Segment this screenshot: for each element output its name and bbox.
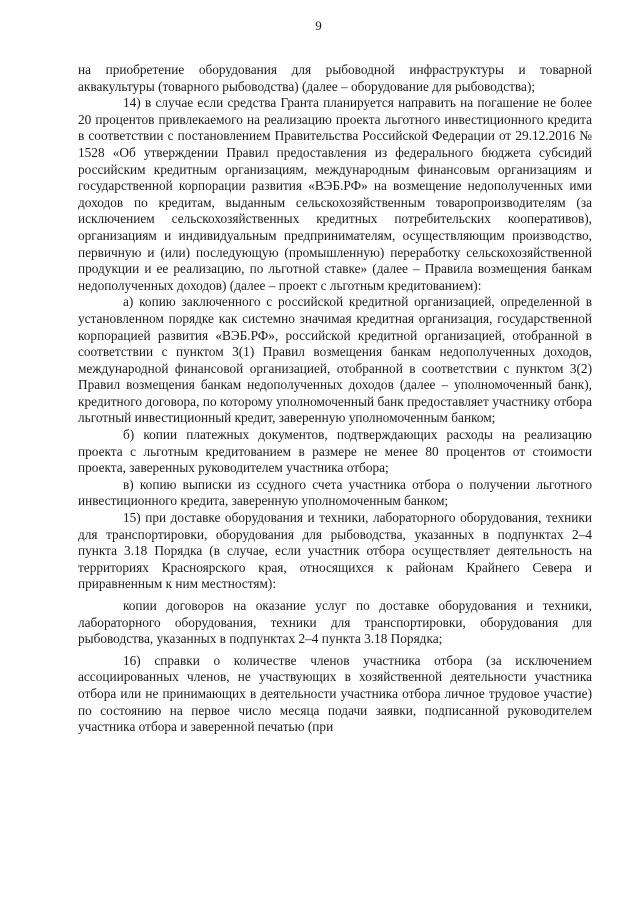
paragraph-subitem-a: а) копию заключенного с российской кредитной организацией, определенной в установленном порядке как системно значимая кредитная организация, государственной корпорацией развития «ВЭБ.РФ», российской кредитной организацией, отобранной в соответствии с пунктом 3(1) Правил возмещения банкам недополученных доходов, международной финансовой организацией, отобранной в соответствии с пунктом 3(2) Правил возмещения банкам недополученных доходов (далее – уполномоченный банк), кредитного договора, по которому уполномоченный банк предоставляет участнику отбора льготный инвестиционный кредит, заверенную уполномоченным банком; <box>78 294 592 426</box>
paragraph-item-15: 15) при доставке оборудования и техники, лабораторного оборудования, техники для транспортировки, оборудования для рыбоводства, указанных в подпунктах 2–4 пункта 3.18 Порядка (в случае, если участник отбора осуществляет деятельность на территориях Красноярского края, относящихся к районам Крайнего Севера и приравненным к ним местностям): <box>78 510 592 592</box>
page-number: 9 <box>315 18 322 33</box>
paragraph-subitem-v: в) копию выписки из ссудного счета участника отбора о получении льготного инвестиционного кредита, заверенную уполномоченным банком; <box>78 476 592 509</box>
document-body <box>78 62 592 736</box>
paragraph-subitem-b: б) копии платежных документов, подтверждающих расходы на реализацию проекта с льготным кредитованием в размере не менее 80 процентов от стоимости проекта, заверенных руководителем участника отбора; <box>78 427 592 476</box>
paragraph-delivery-contracts: копии договоров на оказание услуг по доставке оборудования и техники, лабораторного оборудования, техники для транспортировки, оборудования для рыбоводства, указанных в подпунктах 2–4 пункта 3.18 Порядка; <box>78 598 592 647</box>
paragraph-continuation: на приобретение оборудования для рыбоводной инфраструктуры и товарной аквакультуры (товарного рыбоводства) (далее – оборудование для рыбоводства); <box>78 62 592 94</box>
paragraph-item-16: 16) справки о количестве членов участника отбора (за исключением ассоциированных членов, не участвующих в хозяйственной деятельности участника отбора или не принимающих в деятельности участника отбора личное трудовое участие) по состоянию на первое число месяца подачи заявки, подписанной руководителем участника отбора и заверенной печатью (при <box>78 652 592 735</box>
paragraph-item-14: 14) в случае если средства Гранта планируется направить на погашение не более 20 процентов привлекаемого на реализацию проекта льготного инвестиционного кредита в соответствии с постановлением Правительства Российской Федерации от 29.12.2016 № 1528 «Об утверждении Правил предоставления из федерального бюджета субсидий российским кредитным организациям, международным финансовым организациям и государственной корпорации развития «ВЭБ.РФ» на возмещение недополученных ими доходов по кредитам, выданным сельскохозяйственным товаропроизводителям (за исключением сельскохозяйственных кредитных потребительских кооперативов), организациям и индивидуальным предпринимателям, осуществляющим производство, первичную и (или) последующую (промышленную) переработку сельскохозяйственной продукции и ее реализацию, по льготной ставке» (далее – Правила возмещения банкам недополученных доходов) (далее – проект с льготным кредитованием): <box>78 95 592 293</box>
